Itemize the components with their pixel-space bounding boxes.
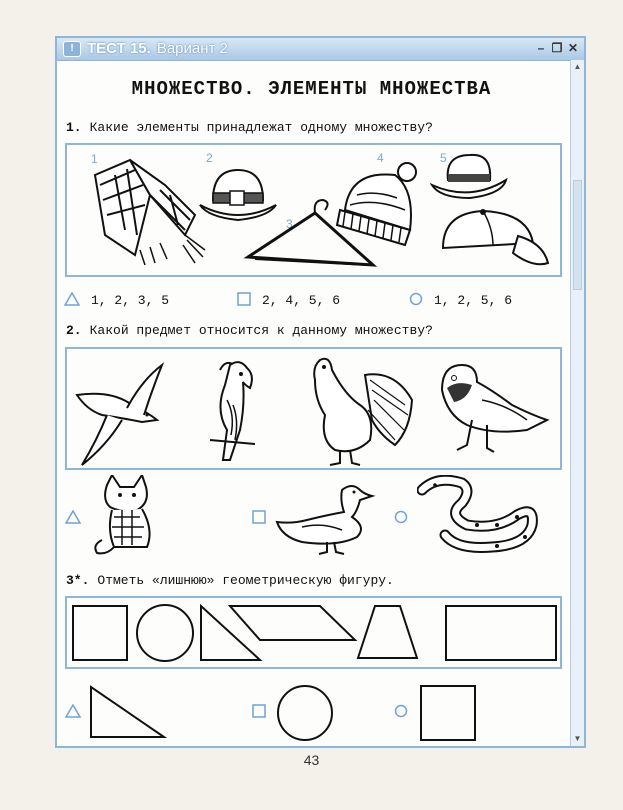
question-3-number: 3*. [66,573,90,588]
figure-triangle [201,606,260,660]
item-label-4: 4 [377,151,384,165]
triangle-marker-icon[interactable] [65,704,81,718]
answer-circle [275,683,335,743]
scroll-down-arrow-icon[interactable]: ▼ [573,734,582,743]
question-2 [66,323,433,338]
page-number: 43 [303,752,320,768]
snake-picture [417,475,542,555]
close-button[interactable]: ✕ [567,41,579,55]
test-title: ТЕСТ 15. [87,40,151,57]
parrot-picture [205,360,265,465]
triangle-marker-icon[interactable] [65,510,81,524]
title-bar [57,38,584,61]
square-marker-icon[interactable] [252,704,266,718]
answer-square [418,683,478,743]
circle-marker-icon[interactable] [394,510,408,524]
answer-1a: 1, 2, 3, 5 [91,293,170,308]
question-2-text: Какой предмет относится к данному множеству? [89,323,433,338]
item-label-5: 5 [440,151,447,165]
book-icon: ! [63,41,81,57]
fedora-picture [430,150,510,205]
question-2-number: 2. [66,323,82,338]
item-label-3: 3 [286,217,293,231]
figure-circle [137,605,193,661]
circle-marker-icon[interactable] [394,704,408,718]
question-3-text: Отметь «лишнюю» геометрическую фигуру. [97,573,394,588]
figure-rectangle [446,606,556,660]
item-label-1: 1 [91,152,98,166]
page-title: МНОЖЕСТВО. ЭЛЕМЕНТЫ МНОЖЕСТВА [131,78,492,100]
square-marker-icon[interactable] [252,510,266,524]
grouse-picture [300,355,415,467]
answer-right-triangle [88,684,168,740]
minimize-button[interactable]: – [537,41,545,55]
answer-1c: 1, 2, 5, 6 [434,293,513,308]
circle-marker-icon[interactable] [409,292,423,306]
cap-picture [438,208,553,273]
answer-1b: 2, 4, 5, 6 [262,293,341,308]
test-variant: Вариант 2 [156,40,228,57]
item-label-2: 2 [206,151,213,165]
seagull-picture [72,360,167,470]
restore-button[interactable]: ❐ [551,41,563,55]
window-controls [534,40,580,56]
geometric-figures [65,596,562,669]
duck-picture [272,482,377,557]
question-1 [66,120,433,135]
question-3 [66,573,394,588]
window-title [87,40,228,57]
triangle-marker-icon[interactable] [64,292,80,306]
figure-parallelogram [230,606,355,640]
question-1-number: 1. [66,120,82,135]
question-1-text: Какие элементы принадлежат одному множеству? [89,120,433,135]
kitten-picture [92,475,167,555]
scarf-picture [75,155,215,270]
tit-picture [432,360,552,455]
figure-square [73,606,127,660]
scroll-up-arrow-icon[interactable]: ▲ [573,62,582,71]
square-marker-icon[interactable] [237,292,251,306]
knit-hat-picture [335,160,420,250]
vertical-scrollbar[interactable] [570,60,584,746]
figure-trapezoid [358,606,417,658]
scroll-thumb[interactable] [573,180,582,290]
